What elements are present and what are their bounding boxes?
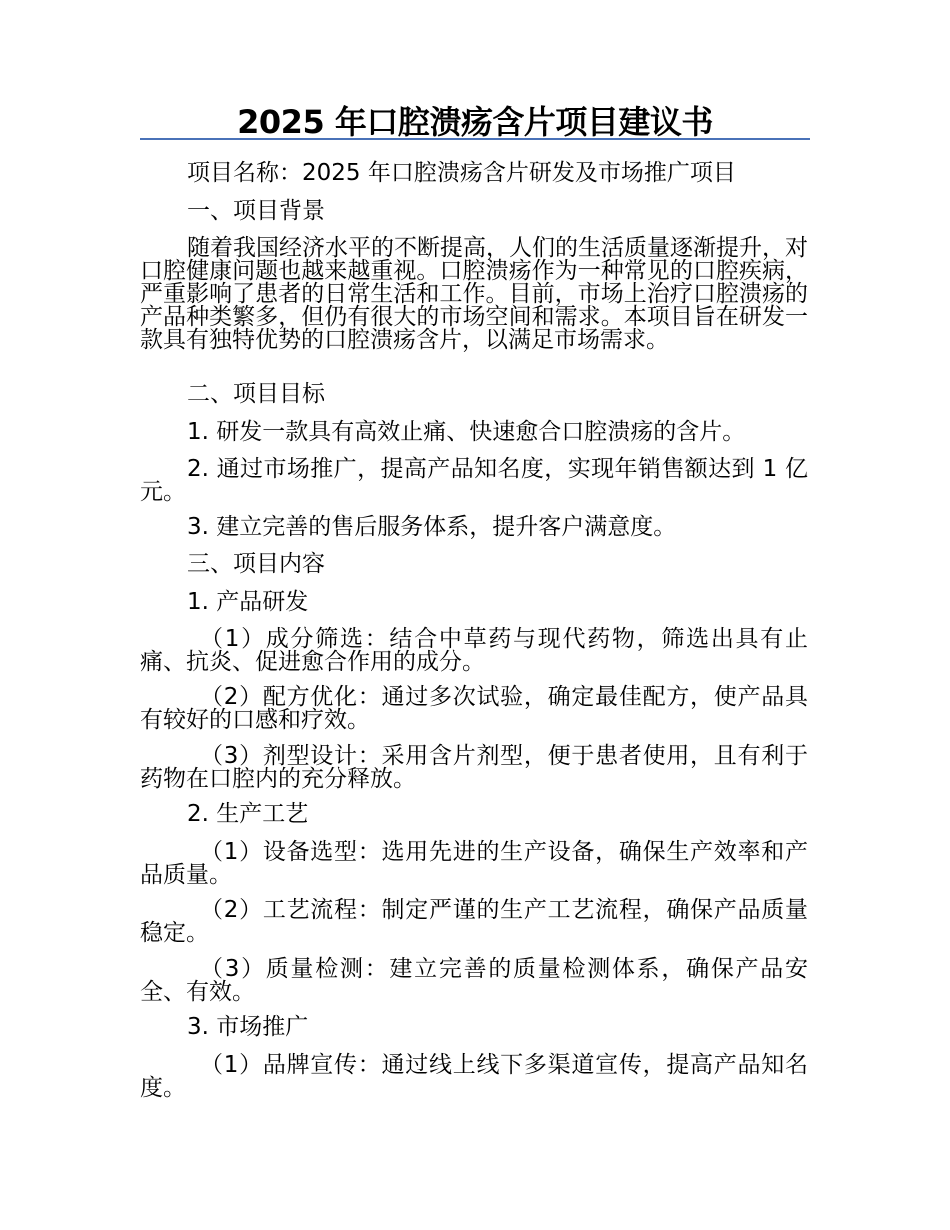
goal-item-3: 3. 建立完善的售后服务体系，提升客户满意度。 [187,514,677,540]
marketing-item-1: （1）品牌宣传：通过线上线下多渠道宣传，提高产品知名度。 [140,1052,808,1101]
subsection-heading-production: 2. 生产工艺 [187,801,309,827]
section-heading-content: 三、项目内容 [187,551,325,577]
rd-item-1: （1）成分筛选：结合中草药与现代药物，筛选出具有止痛、抗炎、促进愈合作用的成分。 [140,626,808,675]
rd-item-2: （2）配方优化：通过多次试验，确定最佳配方，使产品具有较好的口感和疗效。 [140,684,808,733]
production-item-3: （3）质量检测：建立完善的质量检测体系，确保产品安全、有效。 [140,956,808,1005]
section-heading-goals: 二、项目目标 [187,381,325,407]
subsection-heading-marketing: 3. 市场推广 [187,1014,309,1040]
rd-item-3: （3）剂型设计：采用含片剂型，便于患者使用，且有利于药物在口腔内的充分释放。 [140,743,808,792]
section-heading-background: 一、项目背景 [187,198,325,224]
title-underline [140,138,810,140]
document-title: 2025 年口腔溃疡含片项目建议书 [237,103,713,141]
project-name-line: 项目名称：2025 年口腔溃疡含片研发及市场推广项目 [187,160,736,186]
production-item-1: （1）设备选型：选用先进的生产设备，确保生产效率和产品质量。 [140,839,808,888]
goal-item-1: 1. 研发一款具有高效止痛、快速愈合口腔溃疡的含片。 [187,419,746,445]
background-paragraph: 随着我国经济水平的不断提高，人们的生活质量逐渐提升，对口腔健康问题也越来越重视。口腔溃疡作为一种常见的口腔疾病，严重影响了患者的日常生活和工作。目前，市场上治疗口腔溃疡的产品种类繁多，但仍有很大的市场空间和需求。本项目旨在研发一款具有独特优势的口腔溃疡含片，以满足市场需求。 [140,235,808,353]
goal-item-2: 2. 通过市场推广，提高产品知名度，实现年销售额达到 1 亿元。 [140,456,808,505]
production-item-2: （2）工艺流程：制定严谨的生产工艺流程，确保产品质量稳定。 [140,897,808,946]
subsection-heading-rd: 1. 产品研发 [187,589,309,615]
